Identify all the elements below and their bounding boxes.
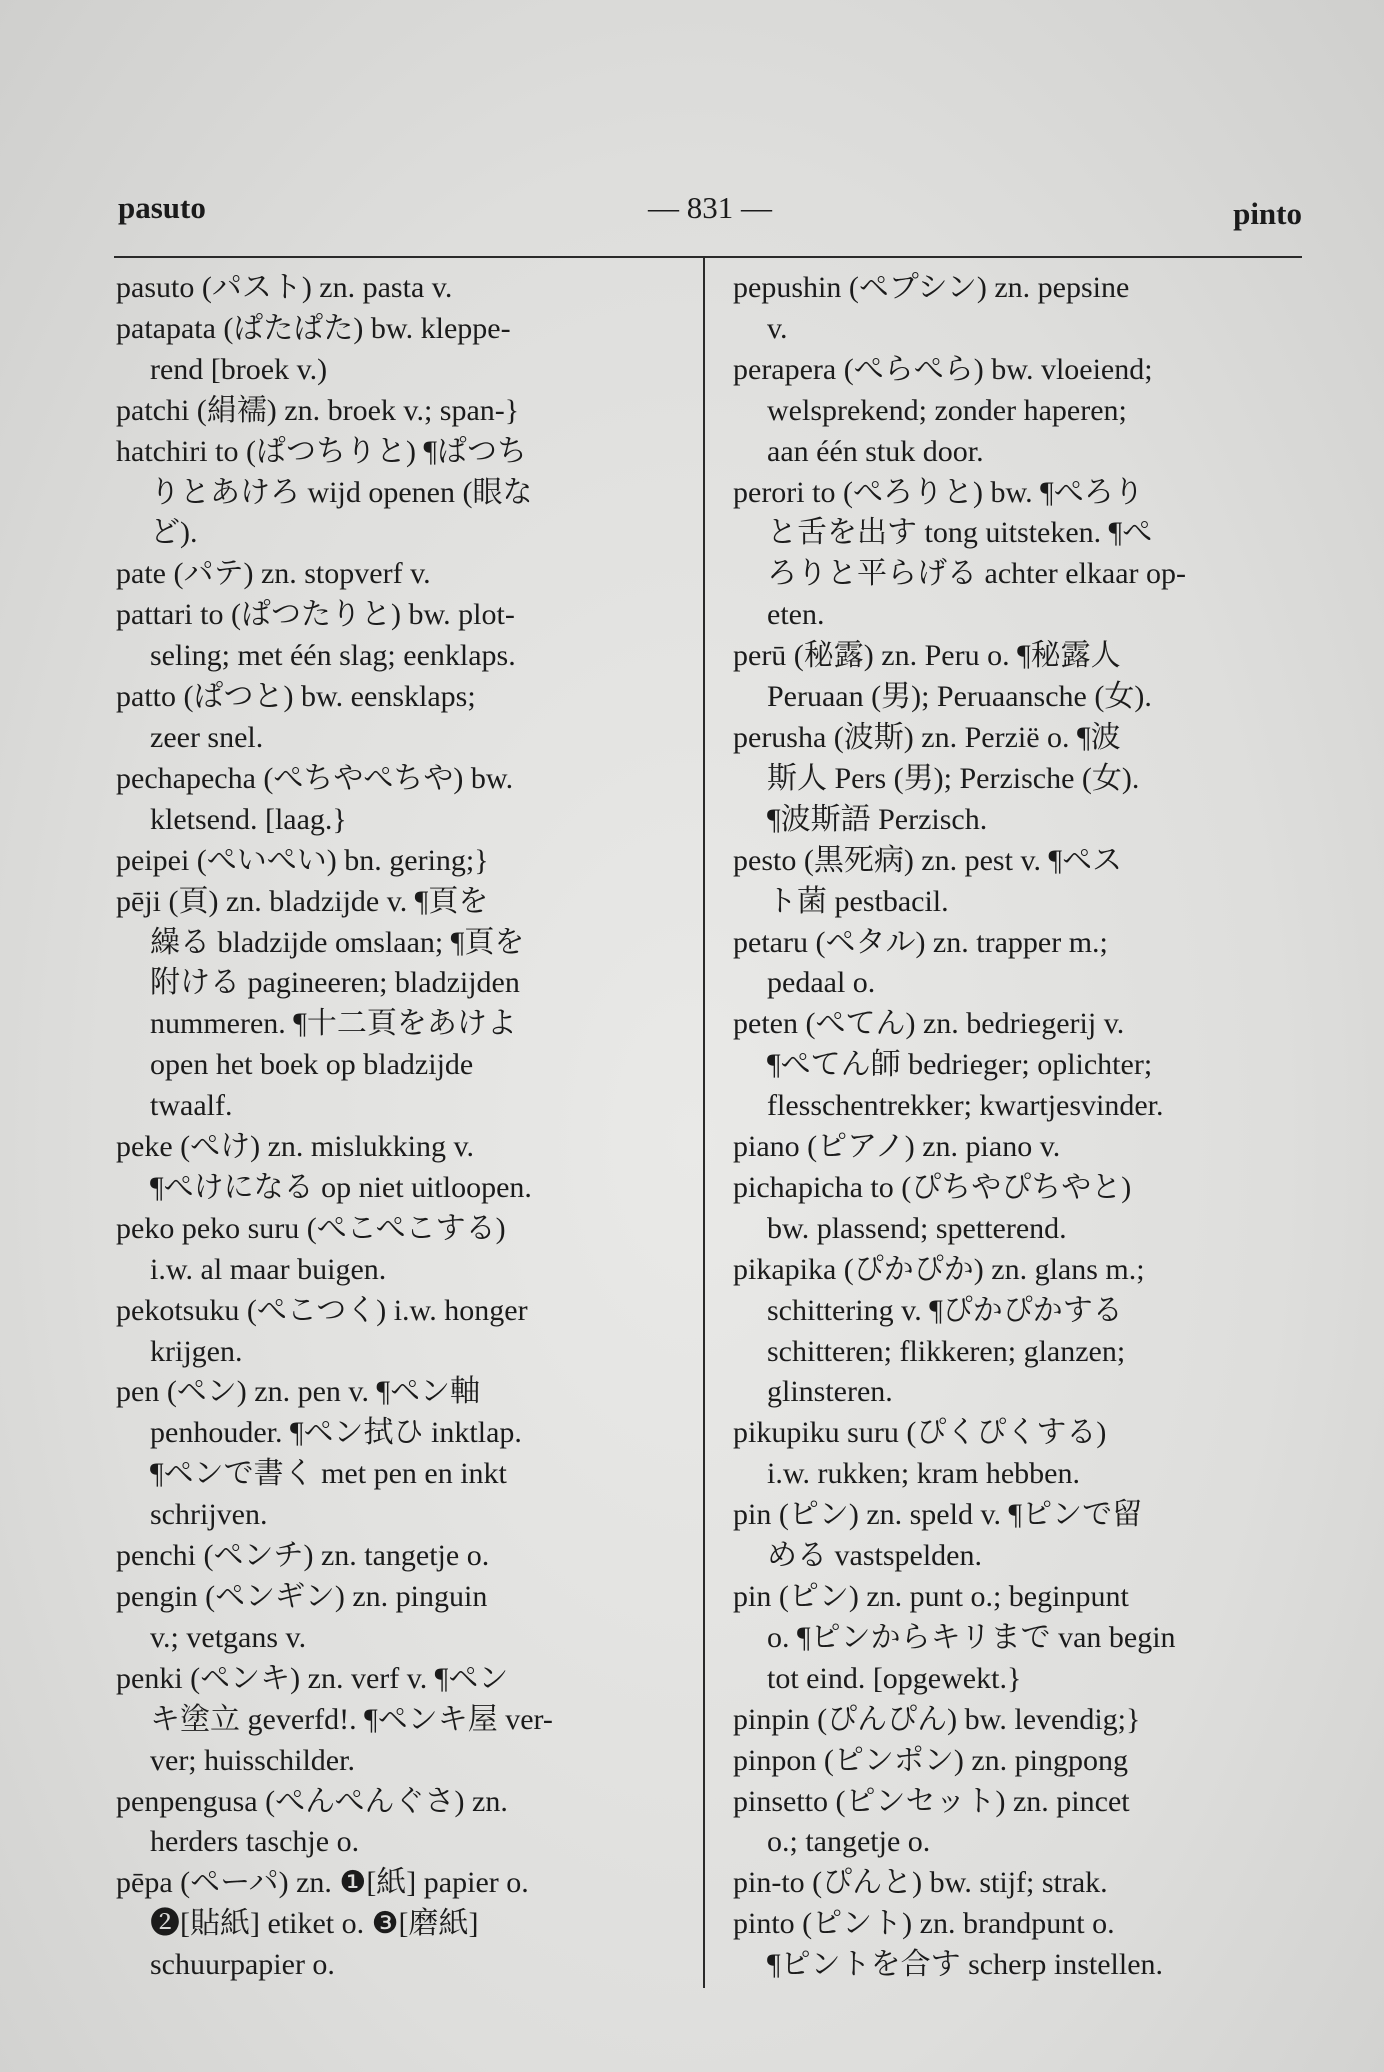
dictionary-entry [116, 1372, 686, 1536]
dictionary-entry [733, 718, 1311, 841]
entry-first-line: pinpon (ピンポン) zn. pingpong [733, 1743, 1128, 1777]
entry-continuation-line: ど). [150, 516, 198, 550]
entry-first-line: pin-to (ぴんと) bw. stijf; strak. [733, 1866, 1108, 1900]
entry-continuation-line: herders taschje o. [150, 1825, 360, 1859]
dictionary-entry [733, 1127, 1311, 1168]
entry-first-line: pikapika (ぴかぴか) zn. glans m.; [733, 1252, 1145, 1286]
entry-continuation-line: v.; vetgans v. [150, 1620, 307, 1654]
entry-first-line: pikupiku suru (ぴくぴくする) [733, 1416, 1107, 1450]
header-right-guide-word: pinto [1233, 196, 1302, 231]
entry-continuation-line: ¶ぺてん師 bedrieger; oplichter; [767, 1048, 1153, 1082]
entry-continuation-line: 附ける pagineeren; bladzijden [150, 966, 520, 1000]
entry-first-line: penpengusa (ぺんぺんぐさ) zn. [116, 1784, 508, 1818]
dictionary-entry [733, 1250, 1311, 1414]
entry-continuation-line: ろりと平らげる achter elkaar op- [767, 557, 1187, 591]
entry-continuation-line: りとあけろ wijd openen (眼な [150, 475, 533, 509]
entry-first-line: pate (パテ) zn. stopverf v. [116, 557, 431, 591]
entry-continuation-line: twaalf. [150, 1089, 233, 1123]
dictionary-entry [116, 1659, 686, 1782]
entry-first-line: pin (ピン) zn. punt o.; beginpunt [733, 1580, 1129, 1613]
header-rule [114, 256, 1302, 258]
entry-continuation-line: flesschentrekker; kwartjesvinder. [767, 1089, 1164, 1123]
entry-first-line: perapera (ぺらぺら) bw. vloeiend; [733, 352, 1153, 386]
entry-first-line: patchi (絹襦) zn. broek v.; span-} [116, 393, 520, 427]
dictionary-entry [733, 1904, 1311, 1986]
dictionary-entry [116, 677, 686, 759]
dictionary-entry [116, 1291, 686, 1373]
entry-continuation-line: zeer snel. [150, 720, 264, 754]
entry-continuation-line: schitteren; flikkeren; glanzen; [767, 1334, 1126, 1368]
entry-continuation-line: tot eind. [opgewekt.} [767, 1661, 1022, 1695]
dictionary-entry [116, 841, 686, 882]
entry-continuation-line: open het boek op bladzijde [150, 1048, 474, 1082]
entry-continuation-line: i.w. rukken; kram hebben. [767, 1457, 1080, 1491]
entry-continuation-line: Peruaan (男); Peruaansche (女). [767, 680, 1152, 714]
dictionary-entry [116, 1127, 686, 1209]
entry-first-line: pekotsuku (ぺこつく) i.w. honger [116, 1293, 528, 1327]
entry-continuation-line: aan één stuk door. [767, 434, 984, 468]
entry-continuation-line: 斯人 Pers (男); Perzische (女). [767, 761, 1140, 795]
entry-continuation-line: glinsteren. [767, 1375, 893, 1409]
entry-continuation-line: bw. plassend; spetterend. [767, 1211, 1067, 1245]
entry-continuation-line: schittering v. ¶ぴかぴかする [767, 1293, 1123, 1327]
dictionary-entry [733, 1413, 1311, 1495]
dictionary-entry [116, 1536, 686, 1577]
entry-first-line: perori to (ぺろりと) bw. ¶ぺろり [733, 475, 1144, 509]
entry-first-line: pēpa (ペーパ) zn. ❶[紙] papier o. [116, 1866, 529, 1900]
entry-continuation-line: ¶ペンで書く met pen en inkt [150, 1457, 507, 1491]
entry-continuation-line: 繰る bladzijde omslaan; ¶頁を [150, 925, 525, 959]
dictionary-entry [733, 841, 1311, 923]
entry-continuation-line: める vastspelden. [767, 1539, 982, 1573]
running-head [118, 190, 1302, 230]
dictionary-entry [733, 350, 1311, 473]
right-column [733, 268, 1311, 1986]
dictionary-entry [116, 391, 686, 432]
entry-first-line: pichapicha to (ぴちやぴちやと) [733, 1170, 1132, 1204]
left-column [116, 268, 686, 1986]
dictionary-entry [733, 1700, 1311, 1741]
dictionary-entry [116, 1577, 686, 1659]
entry-continuation-line: と舌を出す tong uitsteken. ¶ぺ [767, 516, 1153, 550]
entry-first-line: penki (ペンキ) zn. verf v. ¶ペン [116, 1661, 509, 1695]
entry-continuation-line: o.; tangetje o. [767, 1825, 931, 1859]
entry-first-line: pesto (黒死病) zn. pest v. ¶ペス [733, 843, 1123, 877]
entry-first-line: pattari to (ぱつたりと) bw. plot- [116, 598, 515, 632]
dictionary-entry [733, 923, 1311, 1005]
entry-continuation-line: ト菌 pestbacil. [767, 884, 949, 918]
entry-continuation-line: rend [broek v.) [150, 352, 328, 386]
entry-continuation-line: kletsend. [laag.} [150, 802, 347, 836]
entry-first-line: pēji (頁) zn. bladzijde v. ¶頁を [116, 884, 489, 918]
entry-continuation-line: welsprekend; zonder haperen; [767, 393, 1127, 427]
dictionary-entry [116, 268, 686, 309]
entry-continuation-line: i.w. al maar buigen. [150, 1252, 387, 1286]
dictionary-entry [116, 1782, 686, 1864]
entry-continuation-line: v. [767, 311, 788, 345]
dictionary-entry [116, 595, 686, 677]
entry-continuation-line: o. ¶ピンからキリまで van begin [767, 1620, 1176, 1654]
entry-continuation-line: nummeren. ¶十二頁をあけよ [150, 1007, 517, 1041]
dictionary-entry [733, 473, 1311, 637]
dictionary-entry [733, 1863, 1311, 1904]
page-number: — 831 — [648, 190, 772, 225]
header-left-guide-word: pasuto [118, 190, 206, 225]
dictionary-entry [733, 636, 1311, 718]
entry-first-line: perū (秘露) zn. Peru o. ¶秘露人 [733, 639, 1121, 673]
entry-first-line: peko peko suru (ぺこぺこする) [116, 1211, 506, 1245]
dictionary-entry [733, 1004, 1311, 1127]
entry-first-line: peten (ぺてん) zn. bedriegerij v. [733, 1007, 1125, 1041]
dictionary-entry [116, 759, 686, 841]
entry-first-line: piano (ピアノ) zn. piano v. [733, 1130, 1061, 1164]
entry-first-line: peke (ぺけ) zn. mislukking v. [116, 1130, 474, 1164]
dictionary-entry [733, 1741, 1311, 1782]
dictionary-entry [733, 1168, 1311, 1250]
entry-continuation-line: ❷[貼紙] etiket o. ❸[磨紙] [150, 1907, 479, 1941]
entry-continuation-line: ¶ぺけになる op niet uitloopen. [150, 1170, 532, 1204]
entry-continuation-line: seling; met één slag; eenklaps. [150, 639, 516, 673]
entry-first-line: pasuto (パスト) zn. pasta v. [116, 271, 453, 304]
column-divider [703, 258, 705, 1988]
dictionary-entry [116, 432, 686, 555]
entry-first-line: peipei (ぺいぺい) bn. gering;} [116, 843, 489, 877]
entry-first-line: pinsetto (ピンセット) zn. pincet [733, 1784, 1130, 1818]
entry-first-line: pin (ピン) zn. speld v. ¶ピンで留 [733, 1498, 1143, 1532]
entry-continuation-line: ¶波斯語 Perzisch. [767, 802, 988, 836]
entry-first-line: pinto (ピント) zn. brandpunt o. [733, 1907, 1115, 1941]
dictionary-entry [733, 1782, 1311, 1864]
entry-continuation-line: eten. [767, 598, 825, 632]
entry-continuation-line: pedaal o. [767, 966, 876, 1000]
dictionary-entry [733, 1495, 1311, 1577]
entry-continuation-line: schrijven. [150, 1498, 268, 1532]
entry-first-line: perusha (波斯) zn. Perzië o. ¶波 [733, 720, 1121, 754]
entry-first-line: patapata (ぱたぱた) bw. kleppe- [116, 311, 511, 345]
dictionary-entry [116, 554, 686, 595]
dictionary-entry [116, 1863, 686, 1986]
entry-continuation-line: ver; huisschilder. [150, 1743, 355, 1777]
entry-first-line: patto (ぱつと) bw. eensklaps; [116, 680, 476, 714]
dictionary-entry [733, 268, 1311, 350]
entry-continuation-line: krijgen. [150, 1334, 243, 1368]
entry-first-line: hatchiri to (ぱつちりと) ¶ぱつち [116, 434, 528, 468]
entry-first-line: penchi (ペンチ) zn. tangetje o. [116, 1539, 490, 1573]
entry-first-line: petaru (ペタル) zn. trapper m.; [733, 925, 1108, 959]
entry-continuation-line: ¶ピントを合す scherp instellen. [767, 1948, 1164, 1982]
entry-first-line: pengin (ペンギン) zn. pinguin [116, 1580, 488, 1613]
entry-first-line: pechapecha (ぺちやぺちや) bw. [116, 761, 514, 795]
entry-continuation-line: penhouder. ¶ペン拭ひ inktlap. [150, 1416, 522, 1450]
entry-first-line: pinpin (ぴんぴん) bw. levendig;} [733, 1702, 1141, 1736]
dictionary-entry [116, 1209, 686, 1291]
entry-continuation-line: schuurpapier o. [150, 1948, 335, 1982]
entry-first-line: pen (ペン) zn. pen v. ¶ペン軸 [116, 1375, 481, 1409]
dictionary-entry [116, 309, 686, 391]
dictionary-entry [116, 882, 686, 1127]
entry-continuation-line: キ塗立 geverfd!. ¶ペンキ屋 ver- [150, 1702, 553, 1736]
entry-first-line: pepushin (ペプシン) zn. pepsine [733, 271, 1130, 304]
dictionary-entry [733, 1577, 1311, 1700]
